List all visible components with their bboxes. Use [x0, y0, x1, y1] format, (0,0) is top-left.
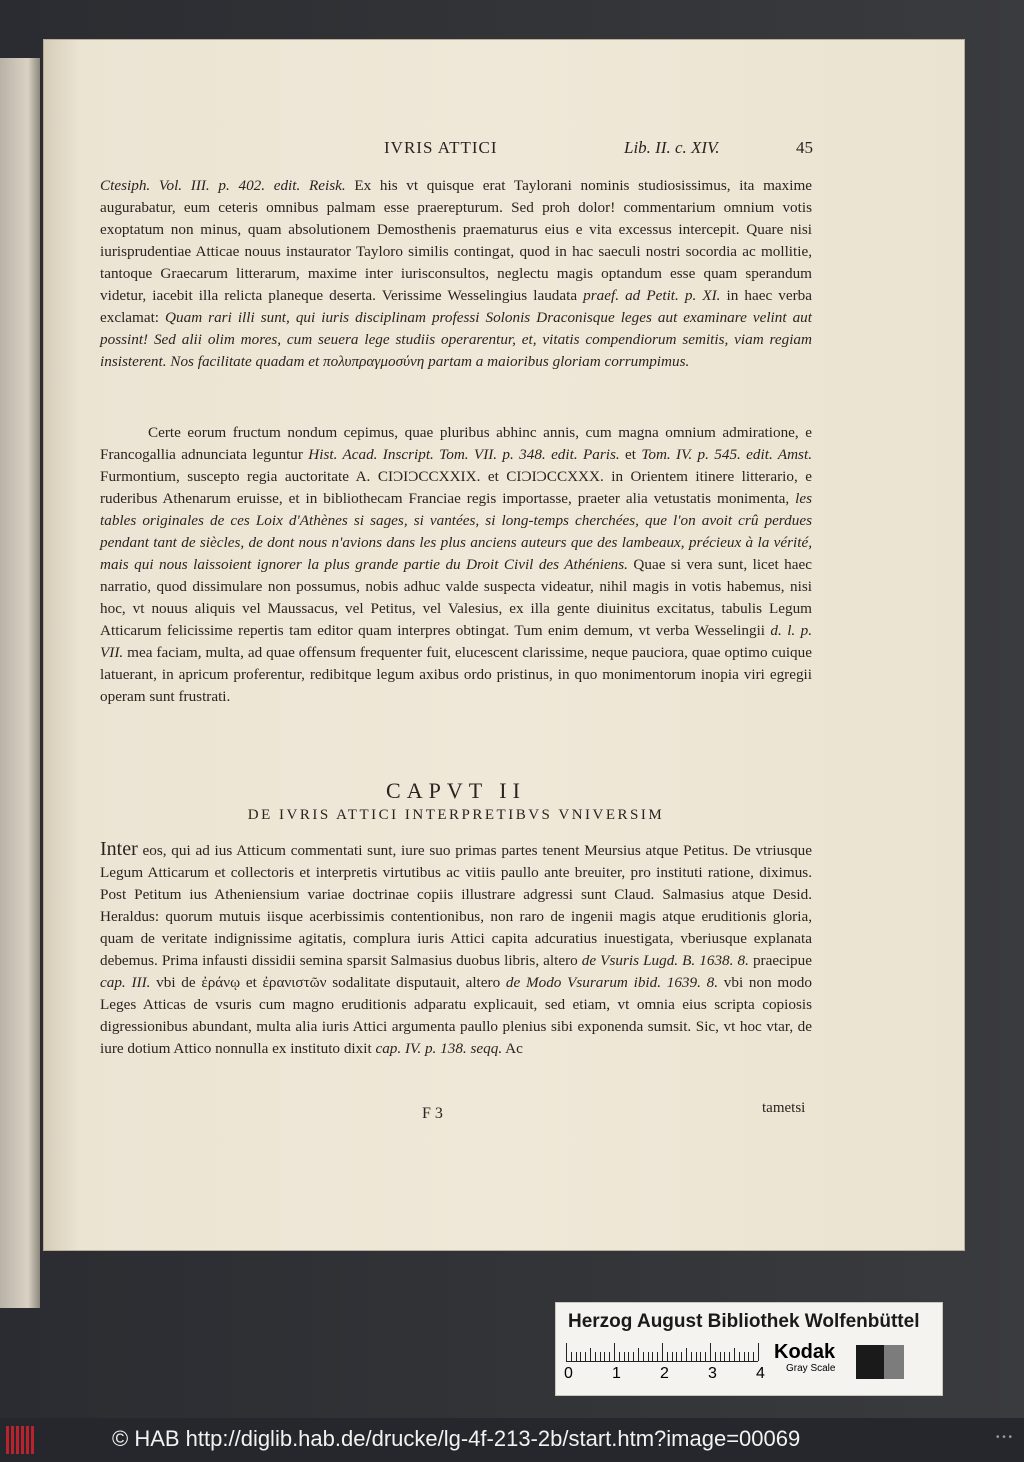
- ruler-tick: [739, 1352, 740, 1361]
- italic-run: de Vsuris Lugd. B. 1638. 8.: [581, 952, 749, 969]
- text-run: et: [619, 446, 642, 463]
- ruler-number: 0: [564, 1365, 573, 1382]
- ruler-tick: [633, 1352, 634, 1361]
- facing-page-edge: [0, 58, 40, 1308]
- text-run: praecipue: [748, 952, 812, 969]
- ruler-tick: [590, 1348, 591, 1361]
- ruler-tick: [648, 1352, 649, 1361]
- ruler-tick: [748, 1352, 749, 1361]
- paragraph-3: [100, 838, 812, 1060]
- italic-run: de Modo Vsurarum ibid. 1639. 8.: [505, 974, 719, 991]
- chapter-heading: CAPVT II: [386, 778, 526, 803]
- ruler-tick: [700, 1352, 701, 1361]
- running-head-book-chapter: Lib. II. c. XIV.: [624, 138, 720, 157]
- text-run: Certe eorum fructum nondum cepimus, quae pluribus abhinc annis, cum magna omnium admiratione, e Francogallia adnunciata leguntur: [100, 424, 812, 463]
- italic-run: d. l. p. VII.: [100, 622, 812, 661]
- paragraph-1-text: [100, 175, 812, 373]
- paragraph-1: [100, 175, 812, 373]
- ruler-tick: [705, 1352, 706, 1361]
- paragraph-2-text: [100, 422, 812, 708]
- gray-swatch-dark: [856, 1345, 884, 1379]
- ruler-scale: [566, 1343, 758, 1362]
- ruler-tick: [676, 1352, 677, 1361]
- ruler-tick: [710, 1343, 711, 1361]
- paragraph-3-text: [100, 838, 812, 1060]
- ruler-tick: [643, 1352, 644, 1361]
- color-calibration-card: [555, 1302, 943, 1396]
- text-run: mea faciam, multa, ad quae offensum frequenter fuit, elucescent clarissime, neque pauciora, quae optimo cuique latuerant, in apricum proferentur, redibitque legum axibus ordo pristinus, in quo monimentorum inopia viri egregii operam sunt frustrati.: [100, 644, 812, 705]
- hab-logo-icon: [6, 1426, 36, 1454]
- gray-scale-label: Gray Scale: [786, 1363, 836, 1374]
- signature-mark: F 3: [422, 1105, 443, 1122]
- kodak-brand: Kodak: [774, 1341, 836, 1363]
- ruler-tick: [758, 1343, 759, 1361]
- ruler-tick: [652, 1352, 653, 1361]
- text-run: vbi non modo Leges Atticas de vsuris cum magno eruditionis adparatu explicauit, sed etiam, vt omnia eius scripta copiosis digressionibus abundant, multa alia iuris Attici argumenta paullo plenius sibi exponenda sumsit. Sic, vt hoc vtar, de iure dotium Attico nonnulla ex instituto dixit: [100, 974, 812, 1057]
- library-name: Herzog August Bibliothek Wolfenbüttel: [568, 1311, 920, 1332]
- gray-swatch-mid: [884, 1345, 904, 1379]
- text-run: Quae si vera sunt, licet haec narratio, quod dissimulare non possumus, nobis adhuc valde suspecta videatur, nihil magis in votis habemus, nisi hoc, vt nouus aliquis vel Maussacus, vel Petitus, vel Valesius, ex illa gente diuinitus excitatus, tabulis Legum Atticarum felicissime repertis tam editor quam interpres obtingat. Tum enim demum, vt verba Wesselingii: [100, 556, 812, 639]
- ruler-tick: [566, 1343, 567, 1361]
- italic-run: Quam rari illi sunt, qui iuris disciplinam professi Solonis Draconisque leges aut examinare velint aut possint! Sed alii olim mores, cum seuera lege studiis operarentur, et, vitatis compendiorum semitis, viam regiam insisterent. Nos facilitate quadam et πολυπραγμοσύνη partam a maioribus gloriam corrumpimus.: [100, 309, 812, 370]
- ruler-tick: [624, 1352, 625, 1361]
- ruler-tick: [576, 1352, 577, 1361]
- source-url[interactable]: © HAB http://diglib.hab.de/drucke/lg-4f-213-2b/start.htm?image=00069: [112, 1426, 801, 1451]
- ruler-tick: [724, 1352, 725, 1361]
- paragraph-2: [100, 422, 812, 708]
- ruler-tick: [744, 1352, 745, 1361]
- text-run: in haec verba exclamat:: [100, 287, 813, 326]
- italic-run: les tables originales de ces Loix d'Athènes si sages, si vantées, si long-temps cherchées, que l'on avoit crû perdues pendant tant de siècles, de dont nous n'avions dans les plus anciens auteurs que des lambeaux, précieux à la vérité, mais qui nous laissoient ignorer la plus grande partie du Droit Civil des Athéniens.: [100, 490, 812, 573]
- ruler-tick: [595, 1352, 596, 1361]
- ruler-tick: [734, 1348, 735, 1361]
- ruler-number: 4: [756, 1365, 765, 1382]
- italic-run: cap. III.: [100, 974, 151, 991]
- ruler-tick: [619, 1352, 620, 1361]
- text-run: Furmontium, suscepto regia auctoritate A. CIƆIƆCCXXIX. et CIƆIƆCCXXX. in Orientem itinere litterario, e ruderibus Athenarum eruisse, et in bibliothecam Franciae regis importasse, praeter alia vetustatis monimenta,: [100, 468, 812, 507]
- italic-run: Ctesiph. Vol. III. p. 402. edit. Reisk.: [100, 177, 346, 194]
- italic-run: cap. IV. p. 138. seqq.: [375, 1040, 503, 1057]
- ruler-tick: [662, 1343, 663, 1361]
- chapter-subtitle: DE IVRIS ATTICI INTERPRETIBVS VNIVERSIM: [247, 807, 665, 823]
- text-run: vbi de ἐράνῳ et ἐρανιστῶν sodalitate disputauit, altero: [150, 974, 506, 991]
- ruler-tick: [720, 1352, 721, 1361]
- text-run: eos, qui ad ius Atticum commentati sunt, iure suo primas partes tenent Meursius atque Petitus. De vtriusque Legum Atticarum et collectoris et interpretis virtutibus ac vitiis paullo ante breuiter, pro instituti ratione, diximus. Post Petitum ius Atheniensium variae doctrinae copiis illustrare adgressi sunt Claud. Salmasius atque Desid. Heraldus: quorum mutuis iisque acerbissimis contentionibus, non raro de ingenii magis atque eruditionis gloria, quam de veritate indignissime agitatis, complura iuris Attici capita adcuratius inuestigata, vberiusque explanata debemus. Prima infausti dissidii semina sparsit Salmasius duobus libris, altero: [100, 842, 812, 969]
- running-head: [44, 138, 964, 162]
- viewer-dots-icon: • • •: [996, 1432, 1013, 1443]
- ruler-tick: [580, 1352, 581, 1361]
- ruler-tick: [638, 1348, 639, 1361]
- ruler-tick: [715, 1352, 716, 1361]
- footer-bar: [0, 1418, 1024, 1462]
- ruler-tick: [681, 1352, 682, 1361]
- ruler-tick: [585, 1352, 586, 1361]
- italic-run: Hist. Acad. Inscript. Tom. VII. p. 348. edit. Paris.: [308, 446, 620, 463]
- ruler-tick: [604, 1352, 605, 1361]
- drop-word: Inter: [100, 838, 138, 860]
- ruler-tick: [628, 1352, 629, 1361]
- text-run: Ex his vt quisque erat Taylorani nominis studiosissimus, ita maxime augurabatur, eum ceteris omnibus palmam esse praerepturum. Sed proh dolor! commentarium omnium votis exoptatum non minus, quam absolutionem Demosthenis praematurus eius e vita excessus intercepit. Quare nisi iurisprudentiae Atticae nouus instaurator Tayloro similis contingat, quod in hac saeculi nostri socordia ac mollitie, tantoque Graecarum litterarum, maxime inter iurisconsultos, neglectu magis optandum esse quam sperandum videtur, iacebit illa relicta planeque deserta. Verissime Wesselingius laudata: [100, 177, 813, 304]
- italic-run: Tom. IV. p. 545. edit. Amst.: [641, 446, 812, 463]
- page-number: 45: [796, 138, 813, 157]
- ruler-tick: [691, 1352, 692, 1361]
- ruler-number: 1: [612, 1365, 621, 1382]
- ruler-tick: [600, 1352, 601, 1361]
- ruler-tick: [696, 1352, 697, 1361]
- ruler-tick: [686, 1348, 687, 1361]
- ruler-tick: [667, 1352, 668, 1361]
- ruler-number: 2: [660, 1365, 669, 1382]
- ruler-tick: [614, 1343, 615, 1361]
- ruler-tick: [729, 1352, 730, 1361]
- book-page: [44, 40, 964, 1250]
- ruler-tick: [657, 1352, 658, 1361]
- paragraph-3-body: [100, 842, 812, 1057]
- ruler-tick: [672, 1352, 673, 1361]
- ruler-tick: [753, 1352, 754, 1361]
- ruler-tick: [609, 1352, 610, 1361]
- ruler-tick: [571, 1352, 572, 1361]
- ruler-number: 3: [708, 1365, 717, 1382]
- running-head-title: IVRIS ATTICI: [384, 138, 498, 157]
- catchword: tametsi: [762, 1100, 806, 1116]
- italic-run: praef. ad Petit. p. XI.: [583, 287, 721, 304]
- text-run: Ac: [502, 1040, 523, 1057]
